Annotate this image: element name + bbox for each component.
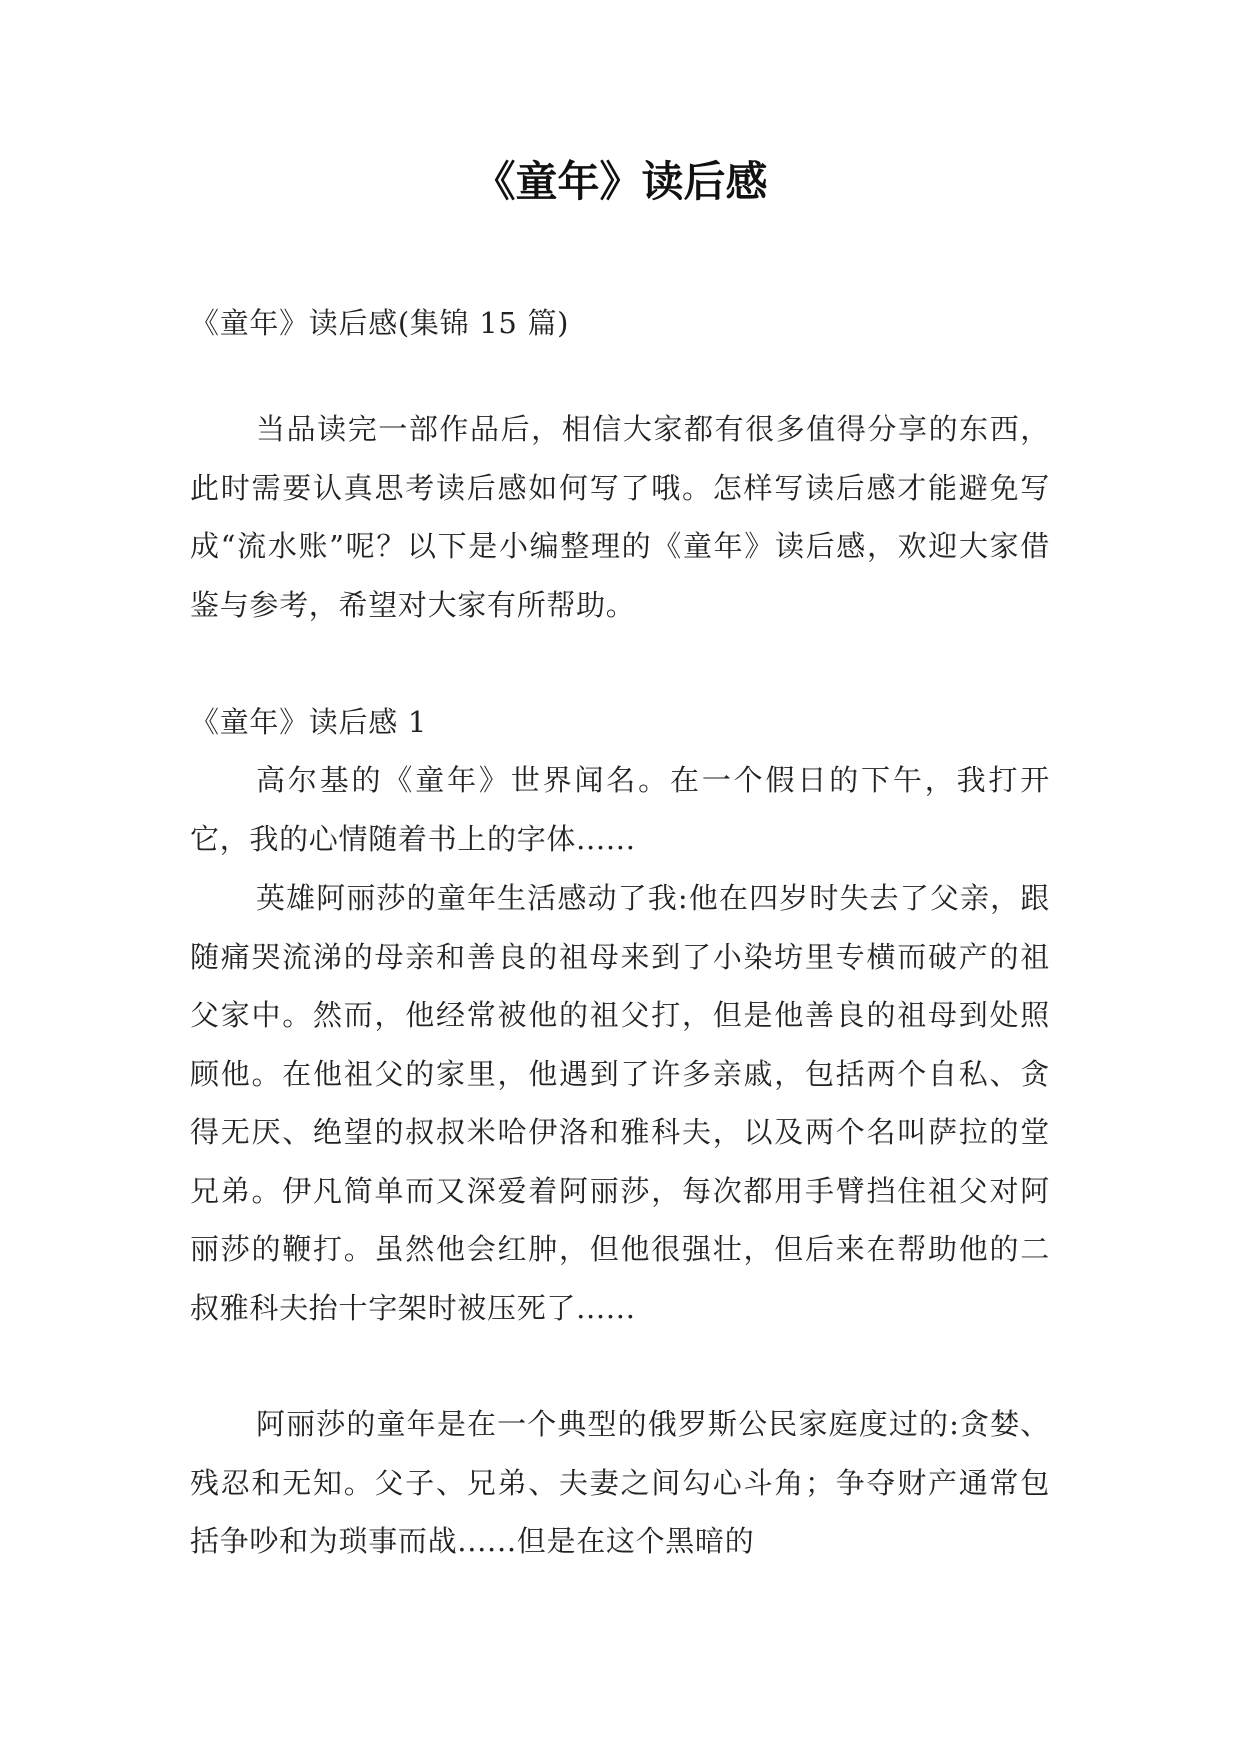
intro-paragraph: 当品读完一部作品后，相信大家都有很多值得分享的东西，此时需要认真思考读后感如何写了哦。怎样写读后感才能避免写成“流水账”呢？以下是小编整理的《童年》读后感，欢迎大家借鉴与参考，希望对大家有所帮助。 xyxy=(190,412,1050,622)
section-heading: 《童年》读后感 1 xyxy=(190,705,427,739)
document-title: 《童年》读后感 xyxy=(473,157,768,206)
body-paragraph: 英雄阿丽莎的童年生活感动了我:他在四岁时失去了父亲，跟随痛哭流涕的母亲和善良的祖母来到了小染坊里专横而破产的祖父家中。然而，他经常被他的祖父打，但是他善良的祖母到处照顾他。在他祖父的家里，他遇到了许多亲戚，包括两个自私、贪得无厌、绝望的叔叔米哈伊洛和雅科夫，以及两个名叫萨拉的堂兄弟。伊凡简单而又深爱着阿丽莎，每次都用手臂挡住祖父对阿丽莎的鞭打。虽然他会红肿，但他很强壮，但后来在帮助他的二叔雅科夫抬十字架时被压死了...... xyxy=(190,881,1050,1325)
document-subtitle: 《童年》读后感(集锦 15 篇) xyxy=(190,306,570,340)
body-paragraph: 高尔基的《童年》世界闻名。在一个假日的下午，我打开它，我的心情随着书上的字体...... xyxy=(190,763,1050,856)
body-paragraph: 阿丽莎的童年是在一个典型的俄罗斯公民家庭度过的:贪婪、残忍和无知。父子、兄弟、夫妻之间勾心斗角；争夺财产通常包括争吵和为琐事而战......但是在这个黑暗的 xyxy=(190,1407,1050,1558)
